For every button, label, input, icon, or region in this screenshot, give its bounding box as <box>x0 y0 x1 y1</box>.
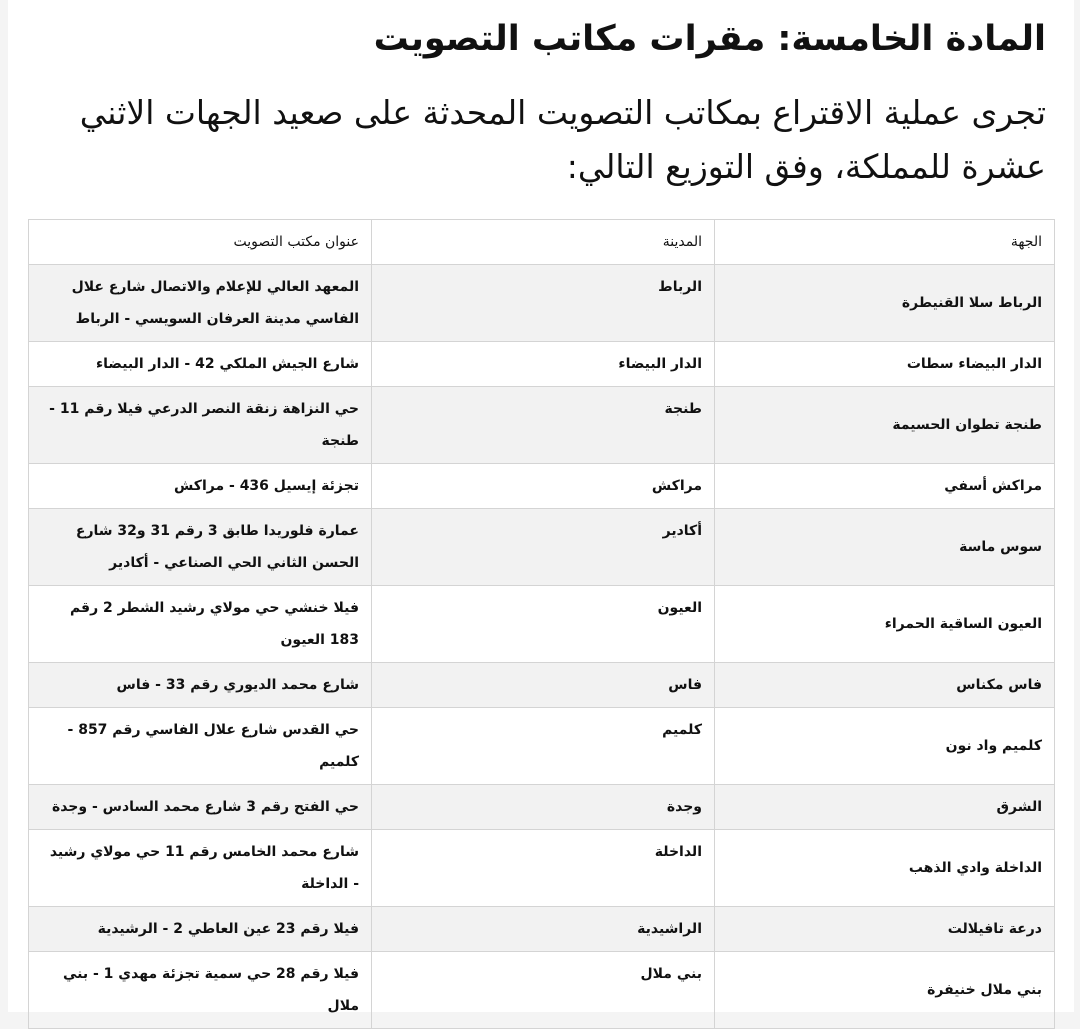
region-cell: مراكش أسفي <box>715 464 1055 509</box>
city-cell: أكادير <box>372 509 715 586</box>
region-cell: بني ملال خنيفرة <box>715 952 1055 1029</box>
city-cell: الدار البيضاء <box>372 342 715 387</box>
address-cell: عمارة فلوريدا طابق 3 رقم 31 و32 شارع الحسن الثاني الحي الصناعي - أكادير <box>29 509 372 586</box>
region-cell: سوس ماسة <box>715 509 1055 586</box>
intro-paragraph: تجرى عملية الاقتراع بمكاتب التصويت المحدثة على صعيد الجهات الاثني عشرة للمملكة، وفق التوزيع التالي: <box>79 93 1046 186</box>
address-cell: شارع محمد الخامس رقم 11 حي مولاي رشيد - الداخلة <box>29 830 372 907</box>
table-row <box>29 907 1055 952</box>
header-region: الجهة <box>715 220 1055 265</box>
table-row <box>29 785 1055 830</box>
table-row <box>29 509 1055 586</box>
region-cell: الدار البيضاء سطات <box>715 342 1055 387</box>
region-cell: الرباط سلا القنيطرة <box>715 265 1055 342</box>
region-cell: فاس مكناس <box>715 663 1055 708</box>
city-cell: الراشيدية <box>372 907 715 952</box>
region-cell: طنجة تطوان الحسيمة <box>715 387 1055 464</box>
region-cell: درعة تافيلالت <box>715 907 1055 952</box>
address-cell: شارع محمد الديوري رقم 33 - فاس <box>29 663 372 708</box>
address-cell: شارع الجيش الملكي 42 - الدار البيضاء <box>29 342 372 387</box>
region-cell: الشرق <box>715 785 1055 830</box>
table-header-row <box>29 220 1055 265</box>
table-row <box>29 342 1055 387</box>
document-page <box>8 0 1074 1012</box>
region-cell: كلميم واد نون <box>715 708 1055 785</box>
city-cell: العيون <box>372 586 715 663</box>
address-cell: المعهد العالي للإعلام والاتصال شارع علال الفاسي مدينة العرفان السويسي - الرباط <box>29 265 372 342</box>
city-cell: بني ملال <box>372 952 715 1029</box>
city-cell: كلميم <box>372 708 715 785</box>
header-address: عنوان مكتب التصويت <box>29 220 372 265</box>
table-row <box>29 387 1055 464</box>
address-cell: فيلا خنشي حي مولاي رشيد الشطر 2 رقم 183 العيون <box>29 586 372 663</box>
article-heading: المادة الخامسة: مقرات مكاتب التصويت <box>373 19 1046 59</box>
address-cell: تجزئة إيسيل 436 - مراكش <box>29 464 372 509</box>
city-cell: فاس <box>372 663 715 708</box>
table-row <box>29 708 1055 785</box>
address-cell: حي القدس شارع علال الفاسي رقم 857 - كلميم <box>29 708 372 785</box>
table-row <box>29 464 1055 509</box>
address-cell: فيلا رقم 23 عين العاطي 2 - الرشيدية <box>29 907 372 952</box>
region-cell: الداخلة وادي الذهب <box>715 830 1055 907</box>
city-cell: طنجة <box>372 387 715 464</box>
region-cell: العيون الساقية الحمراء <box>715 586 1055 663</box>
address-cell: حي النزاهة زنقة النصر الدرعي فيلا رقم 11 - طنجة <box>29 387 372 464</box>
city-cell: الداخلة <box>372 830 715 907</box>
address-cell: حي الفتح رقم 3 شارع محمد السادس - وجدة <box>29 785 372 830</box>
table-row <box>29 663 1055 708</box>
address-cell: فيلا رقم 28 حي سمية تجزئة مهدي 1 - بني ملال <box>29 952 372 1029</box>
city-cell: الرباط <box>372 265 715 342</box>
table-row <box>29 830 1055 907</box>
city-cell: وجدة <box>372 785 715 830</box>
table-row <box>29 586 1055 663</box>
table-row <box>29 265 1055 342</box>
polling-offices-table <box>28 219 1055 1029</box>
city-cell: مراكش <box>372 464 715 509</box>
table-row <box>29 952 1055 1029</box>
header-city: المدينة <box>372 220 715 265</box>
